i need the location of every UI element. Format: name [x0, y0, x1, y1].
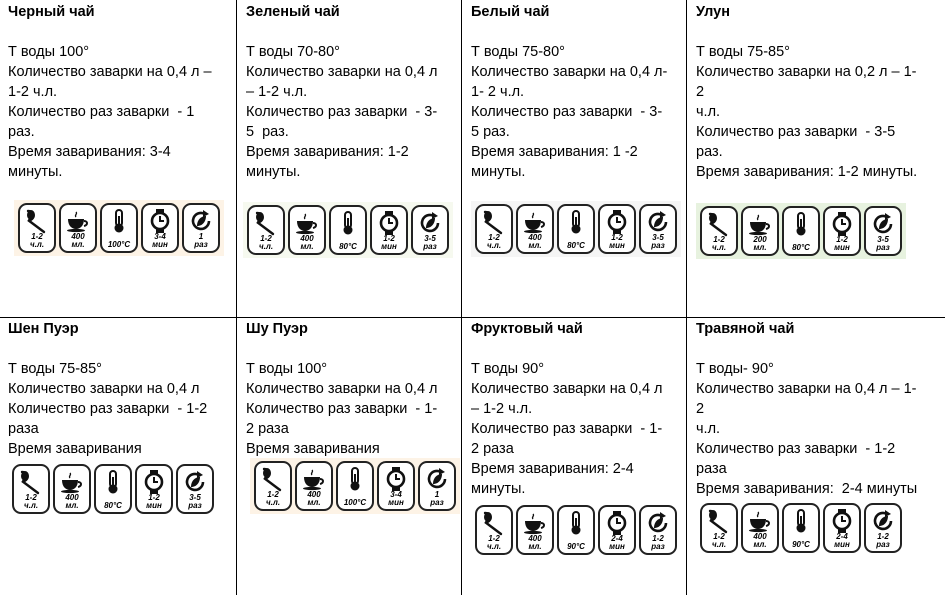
- icon-caption-line: раз: [876, 243, 890, 252]
- tea-instruction-line: ч.л.: [696, 104, 721, 120]
- thermometer-icon: [782, 503, 820, 553]
- thermometer-icon: [100, 203, 138, 253]
- tea-instruction-line: раз.: [8, 124, 35, 140]
- tea-instruction-line: Количество заварки на 0,4 л: [246, 381, 438, 397]
- thermometer-icon: [336, 461, 374, 511]
- icon-caption-line: 3-5: [189, 493, 201, 502]
- cup-icon: [59, 203, 97, 253]
- spoon-icon: [254, 461, 292, 511]
- icon-caption-line: ч.л.: [486, 542, 502, 551]
- tea-instruction-line: 1-2 ч.л.: [8, 84, 58, 100]
- icon-caption: [297, 491, 331, 507]
- icon-caption: [338, 499, 372, 507]
- tea-instruction-line: Т воды 70-80°: [246, 44, 340, 60]
- spoon-icon: [18, 203, 56, 253]
- tea-instruction-line: Количество раз заварки - 1: [8, 104, 195, 120]
- spoon-icon: [247, 205, 285, 255]
- tea-card: [696, 2, 922, 182]
- icon-caption: [477, 535, 511, 551]
- icon-caption-line: 3-4: [154, 232, 166, 241]
- icon-caption-line: раз: [651, 241, 665, 250]
- icon-caption-line: ч.л.: [486, 241, 502, 250]
- icon-caption-line: 200: [753, 235, 767, 244]
- tea-instruction-line: Т воды 100°: [8, 44, 90, 60]
- tea-instruction-line: минуты.: [471, 481, 526, 497]
- icon-caption-line: 3-4: [390, 490, 402, 499]
- cup-icon: [53, 464, 91, 514]
- tea-instruction-line: Время заваривания: [246, 441, 380, 457]
- icon-caption-line: 90°C: [567, 542, 585, 551]
- icon-caption-line: 1-2: [267, 490, 279, 499]
- brewing-icons-strip: [250, 458, 460, 514]
- tea-instruction-line: Количество заварки на 0,4 л: [471, 381, 663, 397]
- icon-caption-line: 1: [198, 232, 204, 241]
- tea-instruction-line: 2 раза: [246, 421, 289, 437]
- icon-caption: [641, 234, 675, 250]
- icon-caption-line: 1-2: [652, 534, 664, 543]
- timer-icon: [823, 206, 861, 256]
- tea-card: [8, 319, 234, 459]
- row-divider: [0, 317, 945, 318]
- icon-caption-line: 1-2: [713, 235, 725, 244]
- spoon-icon: [475, 505, 513, 555]
- icon-caption-line: 80°C: [104, 501, 122, 510]
- thermometer-icon: [329, 205, 367, 255]
- icon-caption: [14, 494, 48, 510]
- icon-caption-line: мл.: [528, 241, 542, 250]
- icon-caption: [61, 233, 95, 249]
- brew-count-icon: [418, 461, 456, 511]
- icon-caption-line: 80°C: [792, 243, 810, 252]
- icon-caption: [256, 491, 290, 507]
- icon-caption: [743, 533, 777, 549]
- icon-caption: [96, 502, 130, 510]
- icon-caption-line: мл.: [528, 542, 542, 551]
- icon-caption-line: раз: [430, 498, 444, 507]
- tea-instruction-line: Количество заварки на 0,4 л: [246, 64, 438, 80]
- tea-instruction-line: Время заваривания: 2-4 минуты: [696, 481, 918, 497]
- timer-icon: [370, 205, 408, 255]
- icon-caption-line: ч.л.: [711, 540, 727, 549]
- brewing-icons-strip: [243, 202, 453, 258]
- icon-caption-line: мл.: [300, 242, 314, 251]
- icon-caption-line: 1-2: [260, 234, 272, 243]
- icon-caption: [600, 234, 634, 250]
- icon-caption-line: 400: [307, 490, 321, 499]
- icon-caption: [702, 533, 736, 549]
- icon-caption-line: 1-2: [877, 532, 889, 541]
- icon-caption: [143, 233, 177, 249]
- tea-instruction-line: Количество раз заварки - 1-2: [8, 401, 208, 417]
- tea-title: Шен Пуэр: [8, 321, 79, 337]
- brew-count-icon: [639, 204, 677, 254]
- tea-instruction-line: раза: [8, 421, 39, 437]
- brew-count-icon: [176, 464, 214, 514]
- tea-instruction-line: 5 раз.: [246, 124, 289, 140]
- tea-instruction-line: 5 раз.: [471, 124, 510, 140]
- icon-caption: [866, 236, 900, 252]
- tea-instruction-line: 1- 2 ч.л.: [471, 84, 525, 100]
- tea-title: Улун: [696, 4, 730, 20]
- tea-instruction-line: минуты.: [8, 164, 63, 180]
- tea-title: Зеленый чай: [246, 4, 340, 20]
- icon-caption: [702, 236, 736, 252]
- tea-instruction-line: Т воды 100°: [246, 361, 328, 377]
- icon-caption: [784, 541, 818, 549]
- icon-caption-line: 3-5: [424, 234, 436, 243]
- tea-instruction-line: Время заваривания: 2-4: [471, 461, 634, 477]
- icon-caption-line: мл.: [71, 240, 85, 249]
- brewing-icons-strip: [14, 200, 224, 256]
- brewing-icons-strip: [8, 461, 218, 517]
- tea-card: [696, 319, 922, 499]
- icon-caption-line: ч.л.: [23, 501, 39, 510]
- tea-instruction-line: Количество раз заварки - 3-: [471, 104, 663, 120]
- timer-icon: [598, 204, 636, 254]
- brew-count-icon: [411, 205, 449, 255]
- icon-caption: [784, 244, 818, 252]
- icon-caption-line: 2-4: [611, 534, 623, 543]
- tea-instruction-line: Количество заварки на 0,4 л –: [8, 64, 212, 80]
- icon-caption: [866, 533, 900, 549]
- tea-card: [8, 2, 234, 182]
- tea-instruction-line: Т воды- 90°: [696, 361, 774, 377]
- icon-caption-line: мин: [146, 501, 162, 510]
- spoon-icon: [700, 206, 738, 256]
- tea-instruction-line: Количество заварки на 0,4 л-: [471, 64, 668, 80]
- icon-caption-line: 80°C: [567, 241, 585, 250]
- tea-title: Фруктовый чай: [471, 321, 583, 337]
- icon-caption: [743, 236, 777, 252]
- icon-caption-line: мин: [834, 243, 850, 252]
- tea-card: [246, 319, 472, 459]
- icon-caption: [477, 234, 511, 250]
- tea-instruction-line: Время заваривания: 3-4: [8, 144, 171, 160]
- icon-caption-line: раз: [876, 540, 890, 549]
- brewing-icons-strip: [471, 502, 681, 558]
- column-divider: [236, 0, 237, 595]
- icon-caption: [413, 235, 447, 251]
- spoon-icon: [700, 503, 738, 553]
- tea-instruction-line: ч.л.: [696, 421, 721, 437]
- icon-caption: [249, 235, 283, 251]
- thermometer-icon: [782, 206, 820, 256]
- brewing-icons-strip: [696, 203, 906, 259]
- icon-caption-line: 400: [65, 493, 79, 502]
- icon-caption-line: 1-2: [148, 493, 160, 502]
- icon-caption-line: мин: [152, 240, 168, 249]
- icon-caption-line: ч.л.: [258, 242, 274, 251]
- cup-icon: [288, 205, 326, 255]
- tea-card: [471, 319, 697, 499]
- icon-caption-line: раз: [651, 542, 665, 551]
- tea-title: Белый чай: [471, 4, 550, 20]
- spoon-icon: [12, 464, 50, 514]
- tea-instruction-line: 2 раза: [471, 441, 514, 457]
- tea-instruction-line: Количество заварки на 0,2 л – 1-2: [696, 64, 917, 100]
- brewing-icons-strip: [471, 201, 681, 257]
- icon-caption: [178, 494, 212, 510]
- tea-instruction-line: – 1-2 ч.л.: [471, 401, 533, 417]
- tea-instruction-line: Т воды 75-85°: [8, 361, 102, 377]
- icon-caption-line: мл.: [307, 498, 321, 507]
- tea-instruction-line: Количество раз заварки - 1-: [246, 401, 438, 417]
- icon-caption-line: 1-2: [488, 534, 500, 543]
- timer-icon: [377, 461, 415, 511]
- brew-count-icon: [182, 203, 220, 253]
- icon-caption-line: 80°C: [339, 242, 357, 251]
- tea-instruction-line: Время заваривания: [8, 441, 142, 457]
- icon-caption: [559, 242, 593, 250]
- icon-caption: [518, 535, 552, 551]
- tea-title: Травяной чай: [696, 321, 795, 337]
- tea-instruction-line: Время заваривания: 1 -2: [471, 144, 638, 160]
- icon-caption-line: 1-2: [611, 233, 623, 242]
- tea-instruction-line: Количество раз заварки - 3-: [246, 104, 438, 120]
- icon-caption: [600, 535, 634, 551]
- icon-caption-line: раз: [188, 501, 202, 510]
- icon-caption-line: мл.: [65, 501, 79, 510]
- brewing-icons-strip: [696, 500, 906, 556]
- icon-caption-line: 1-2: [836, 235, 848, 244]
- icon-caption: [372, 235, 406, 251]
- icon-caption-line: раз: [194, 240, 208, 249]
- icon-caption-line: мин: [388, 498, 404, 507]
- tea-instruction-line: Т воды 75-80°: [471, 44, 565, 60]
- cup-icon: [295, 461, 333, 511]
- tea-instruction-line: Количество раз заварки - 3-5: [696, 124, 896, 140]
- timer-icon: [598, 505, 636, 555]
- icon-caption-line: мл.: [753, 540, 767, 549]
- icon-caption: [290, 235, 324, 251]
- icon-caption: [559, 543, 593, 551]
- icon-caption-line: 400: [753, 532, 767, 541]
- icon-caption-line: 1-2: [488, 233, 500, 242]
- tea-instruction-line: Количество раз заварки - 1-: [471, 421, 663, 437]
- tea-instruction-line: Время заваривания: 1-2: [246, 144, 409, 160]
- icon-caption-line: 1-2: [25, 493, 37, 502]
- timer-icon: [141, 203, 179, 253]
- icon-caption: [55, 494, 89, 510]
- tea-instruction-line: Количество раз заварки - 1-2: [696, 441, 896, 457]
- icon-caption-line: мин: [381, 242, 397, 251]
- tea-card: [471, 2, 697, 182]
- timer-icon: [823, 503, 861, 553]
- icon-caption-line: 3-5: [877, 235, 889, 244]
- thermometer-icon: [557, 505, 595, 555]
- tea-instruction-line: минуты.: [471, 164, 526, 180]
- tea-instruction-line: раза: [696, 461, 727, 477]
- icon-caption: [641, 535, 675, 551]
- icon-caption-line: 100°C: [107, 240, 131, 249]
- brew-count-icon: [639, 505, 677, 555]
- tea-instruction-line: Т воды 75-85°: [696, 44, 790, 60]
- spoon-icon: [475, 204, 513, 254]
- cup-icon: [516, 505, 554, 555]
- icon-caption-line: 2-4: [836, 532, 848, 541]
- thermometer-icon: [94, 464, 132, 514]
- tea-instruction-line: Количество заварки на 0,4 л – 1-2: [696, 381, 917, 417]
- icon-caption: [331, 243, 365, 251]
- tea-instruction-line: Время заваривания: 1-2 минуты.: [696, 164, 918, 180]
- tea-instruction-line: минуты.: [246, 164, 301, 180]
- tea-instruction-line: Количество заварки на 0,4 л: [8, 381, 200, 397]
- icon-caption-line: мин: [834, 540, 850, 549]
- icon-caption-line: 3-5: [652, 233, 664, 242]
- thermometer-icon: [557, 204, 595, 254]
- brew-count-icon: [864, 503, 902, 553]
- icon-caption: [137, 494, 171, 510]
- tea-title: Черный чай: [8, 4, 95, 20]
- icon-caption-line: 1: [434, 490, 440, 499]
- icon-caption-line: мин: [609, 241, 625, 250]
- icon-caption-line: раз: [423, 242, 437, 251]
- icon-caption: [420, 491, 454, 507]
- icon-caption: [379, 491, 413, 507]
- tea-card: [246, 2, 472, 182]
- tea-instruction-line: – 1-2 ч.л.: [246, 84, 308, 100]
- tea-instruction-line: Т воды 90°: [471, 361, 545, 377]
- icon-caption: [20, 233, 54, 249]
- timer-icon: [135, 464, 173, 514]
- icon-caption-line: 400: [300, 234, 314, 243]
- icon-caption-line: 1-2: [31, 232, 43, 241]
- icon-caption-line: мл.: [753, 243, 767, 252]
- tea-title: Шу Пуэр: [246, 321, 308, 337]
- cup-icon: [741, 503, 779, 553]
- icon-caption-line: мин: [609, 542, 625, 551]
- icon-caption-line: 100°C: [343, 498, 367, 507]
- icon-caption-line: 400: [71, 232, 85, 241]
- icon-caption-line: 400: [528, 233, 542, 242]
- icon-caption-line: ч.л.: [711, 243, 727, 252]
- cup-icon: [741, 206, 779, 256]
- icon-caption-line: ч.л.: [29, 240, 45, 249]
- icon-caption: [825, 236, 859, 252]
- icon-caption: [825, 533, 859, 549]
- icon-caption: [518, 234, 552, 250]
- icon-caption: [102, 241, 136, 249]
- icon-caption: [184, 233, 218, 249]
- brew-count-icon: [864, 206, 902, 256]
- tea-instruction-line: раз.: [696, 144, 723, 160]
- icon-caption-line: 400: [528, 534, 542, 543]
- cup-icon: [516, 204, 554, 254]
- icon-caption-line: 90°C: [792, 540, 810, 549]
- icon-caption-line: 1-2: [713, 532, 725, 541]
- icon-caption-line: ч.л.: [265, 498, 281, 507]
- icon-caption-line: 1-2: [383, 234, 395, 243]
